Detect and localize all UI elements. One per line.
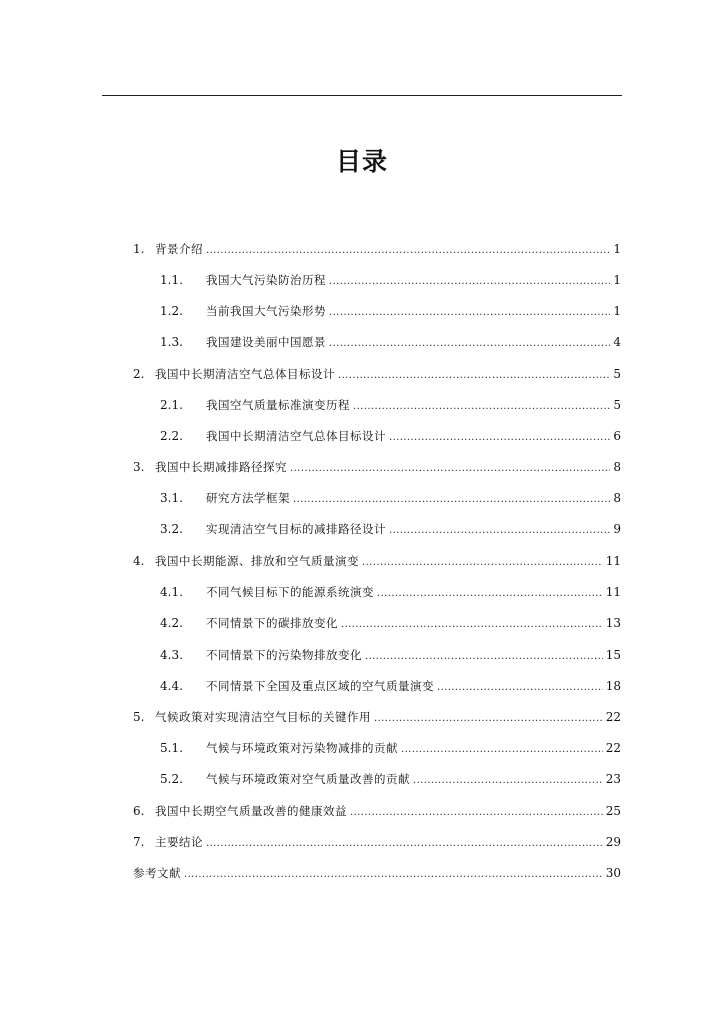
toc-entry-2-2[interactable]	[160, 426, 621, 446]
toc-entry-page: 5	[613, 367, 621, 381]
toc-leader-dots	[365, 647, 603, 667]
toc-entry-2-1[interactable]	[160, 395, 621, 415]
toc-entry-page: 9	[613, 522, 621, 536]
toc-entry-references[interactable]	[133, 863, 621, 883]
toc-entry-title: 我国中长期空气质量改善的健康效益	[155, 804, 347, 818]
header-rule	[102, 95, 622, 96]
toc-entry-number: 2.	[133, 367, 145, 381]
toc-leader-dots	[338, 366, 610, 386]
toc-entry-title: 不同情景下的碳排放变化	[206, 616, 338, 630]
toc-entry-page: 5	[613, 398, 621, 412]
toc-entry-1-1[interactable]	[160, 270, 621, 290]
toc-leader-dots	[413, 771, 603, 791]
toc-entry-3[interactable]	[133, 457, 621, 477]
toc-entry-number: 2.2.	[160, 429, 183, 443]
toc-entry-3-1[interactable]	[160, 488, 621, 508]
toc-leader-dots	[389, 521, 610, 541]
toc-entry-5[interactable]	[133, 707, 621, 727]
toc-entry-number: 3.2.	[160, 522, 183, 536]
toc-leader-dots	[377, 584, 603, 604]
toc-leader-dots	[206, 241, 610, 261]
toc-entry-title: 气候政策对实现清洁空气目标的关键作用	[155, 710, 371, 724]
toc-entry-number: 4.2.	[160, 616, 183, 630]
toc-entry-title: 我国中长期能源、排放和空气质量演变	[155, 554, 359, 568]
toc-leader-dots	[329, 334, 610, 354]
toc-entry-1-3[interactable]	[160, 332, 621, 352]
toc-entry-page: 8	[613, 460, 621, 474]
page-title: 目录	[335, 147, 388, 176]
toc-entry-page: 22	[605, 710, 621, 724]
toc-entry-number: 1.3.	[160, 335, 183, 349]
toc-entry-title: 不同气候目标下的能源系统演变	[206, 585, 374, 599]
toc-leader-dots	[184, 865, 603, 885]
toc-leader-dots	[350, 803, 603, 823]
toc-leader-dots	[362, 553, 603, 573]
toc-entry-number: 4.1.	[160, 585, 183, 599]
toc-entry-1[interactable]	[133, 239, 621, 259]
toc-entry-page: 11	[605, 554, 621, 568]
toc-entry-page: 25	[605, 804, 621, 818]
toc-entry-title: 研究方法学框架	[206, 491, 290, 505]
toc-leader-dots	[374, 709, 603, 729]
toc-entry-page: 1	[613, 273, 621, 287]
toc-leader-dots	[329, 272, 610, 292]
toc-entry-number: 5.1.	[160, 741, 183, 755]
toc-entry-title: 不同情景下全国及重点区域的空气质量演变	[206, 679, 434, 693]
toc-entry-5-1[interactable]	[160, 738, 621, 758]
toc-entry-number: 3.1.	[160, 491, 183, 505]
toc-entry-title: 不同情景下的污染物排放变化	[206, 648, 362, 662]
toc-entry-title: 背景介绍	[155, 242, 203, 256]
toc-leader-dots	[341, 615, 603, 635]
toc-entry-page: 1	[613, 304, 621, 318]
toc-entry-number: 7.	[133, 835, 145, 849]
toc-entry-6[interactable]	[133, 801, 621, 821]
toc-leader-dots	[401, 740, 603, 760]
toc-leader-dots	[353, 397, 610, 417]
toc-entry-page: 29	[605, 835, 621, 849]
toc-leader-dots	[290, 459, 610, 479]
toc-entry-title: 气候与环境政策对污染物减排的贡献	[206, 741, 398, 755]
toc-entry-number: 1.2.	[160, 304, 183, 318]
toc-entry-title: 我国中长期减排路径探究	[155, 460, 287, 474]
toc-entry-number: 1.1.	[160, 273, 183, 287]
toc-entry-3-2[interactable]	[160, 519, 621, 539]
toc-entry-title: 气候与环境政策对空气质量改善的贡献	[206, 772, 410, 786]
toc-entry-page: 4	[613, 335, 621, 349]
toc-entry-title: 我国大气污染防治历程	[206, 273, 326, 287]
toc-entry-number: 4.4.	[160, 679, 183, 693]
toc-entry-number: 5.2.	[160, 772, 183, 786]
toc-leader-dots	[206, 834, 603, 854]
toc-entry-number: 4.3.	[160, 648, 183, 662]
toc-entry-page: 18	[605, 679, 621, 693]
toc-entry-4[interactable]	[133, 551, 621, 571]
toc-leader-dots	[293, 490, 610, 510]
toc-leader-dots	[389, 428, 610, 448]
toc-entry-4-2[interactable]	[160, 613, 621, 633]
toc-entry-title: 我国建设美丽中国愿景	[206, 335, 326, 349]
toc-entry-4-4[interactable]	[160, 676, 621, 696]
toc-entry-page: 11	[605, 585, 621, 599]
toc-entry-page: 15	[605, 648, 621, 662]
toc-leader-dots	[437, 678, 603, 698]
toc-entry-title: 我国中长期清洁空气总体目标设计	[155, 367, 335, 381]
toc-entry-page: 23	[605, 772, 621, 786]
toc-entry-7[interactable]	[133, 832, 621, 852]
toc-entry-title: 当前我国大气污染形势	[206, 304, 326, 318]
toc-entry-page: 30	[605, 866, 621, 880]
toc-entry-number: 1.	[133, 242, 145, 256]
toc-entry-title: 参考文献	[133, 866, 181, 880]
toc-entry-page: 8	[613, 491, 621, 505]
toc-entry-title: 主要结论	[155, 835, 203, 849]
toc-entry-4-3[interactable]	[160, 645, 621, 665]
toc-entry-number: 4.	[133, 554, 145, 568]
toc-entry-page: 6	[613, 429, 621, 443]
toc-entry-title: 我国中长期清洁空气总体目标设计	[206, 429, 386, 443]
toc-entry-number: 6.	[133, 804, 145, 818]
toc-entry-page: 22	[605, 741, 621, 755]
toc-entry-number: 5.	[133, 710, 145, 724]
toc-entry-4-1[interactable]	[160, 582, 621, 602]
toc-entry-number: 2.1.	[160, 398, 183, 412]
toc-entry-number: 3.	[133, 460, 145, 474]
toc-leader-dots	[329, 303, 610, 323]
toc-entry-title: 我国空气质量标准演变历程	[206, 398, 350, 412]
toc-entry-1-2[interactable]	[160, 301, 621, 321]
toc-entry-5-2[interactable]	[160, 769, 621, 789]
toc-entry-page: 13	[605, 616, 621, 630]
toc-entry-title: 实现清洁空气目标的减排路径设计	[206, 522, 386, 536]
toc-entry-2[interactable]	[133, 364, 621, 384]
toc-entry-page: 1	[613, 242, 621, 256]
